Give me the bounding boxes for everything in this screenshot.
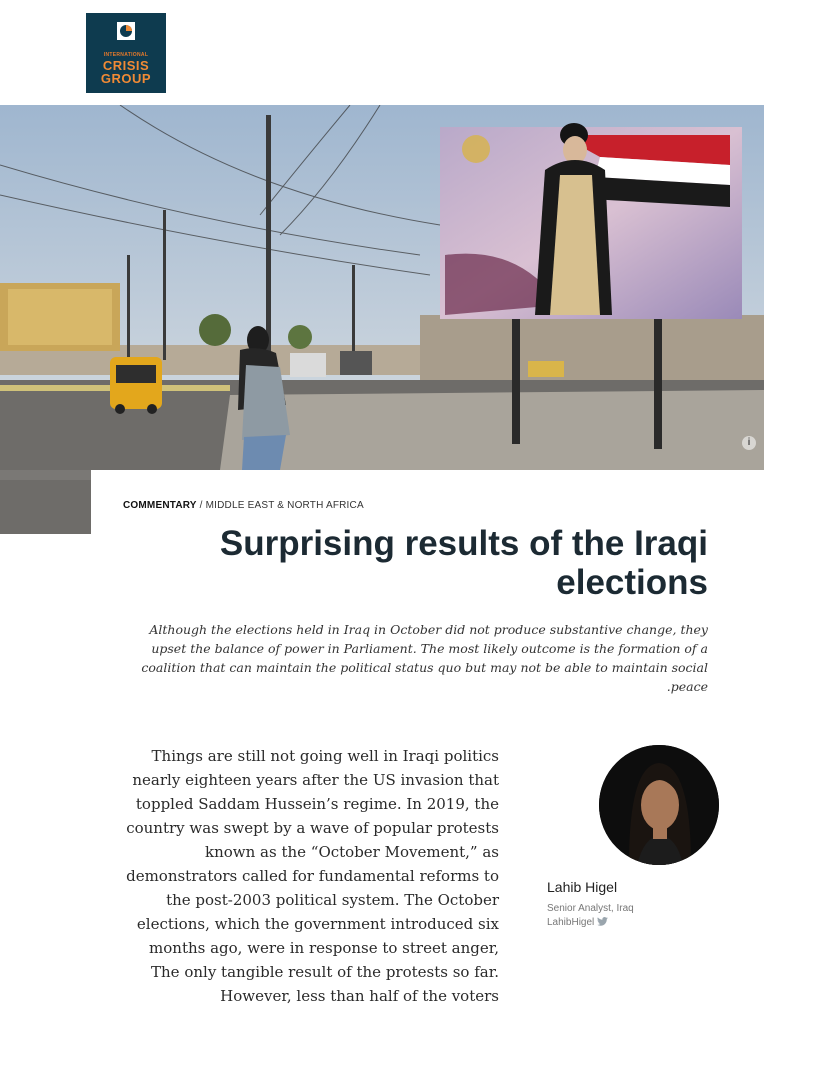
image-info-icon[interactable]: i	[742, 436, 756, 450]
logo-text-crisis: CRISIS	[102, 58, 150, 73]
logo-emblem-icon	[116, 21, 136, 41]
author-role: Senior Analyst, Iraq	[547, 903, 634, 914]
article-summary: Although the elections held in Iraq in October did not produce substantive change, they upset the balance of power in Parliament. The most likely outcome is the formation of a coalition that can maintain the political status quo but may not be able to maintain social peace.	[141, 622, 708, 694]
category-link[interactable]: COMMENTARY	[123, 500, 197, 511]
hero-image-road-extension	[0, 470, 91, 534]
twitter-icon	[597, 917, 608, 926]
crisis-group-logo[interactable]	[86, 13, 166, 93]
logo-text-international: INTERNATIONAL	[103, 52, 149, 58]
author-twitter-link[interactable]	[547, 917, 608, 928]
logo-text-group: GROUP	[100, 71, 152, 86]
author-handle-text: LahibHigel	[547, 917, 595, 928]
region-link[interactable]: MIDDLE EAST & NORTH AFRICA	[205, 500, 364, 511]
author-avatar[interactable]	[599, 745, 719, 865]
author-name[interactable]: Lahib Higel	[547, 879, 618, 895]
article-kicker	[123, 500, 364, 511]
article-title: Surprising results of the Iraqi elections	[219, 524, 708, 602]
article-body: Things are still not going well in Iraqi politics nearly eighteen years after the US invasion that toppled Saddam Hussein’s regime. In 2019, the country was swept by a wave of popular protests known as the “October Movement,” as demonstrators called for fundamental reforms to the post-2003 political system. The October elections, which the government introduced six months ago, were in response to street anger, The only tangible result of the protests so far. However, less than half of the voters	[126, 747, 499, 1005]
kicker-separator: /	[199, 500, 203, 511]
hero-image	[0, 105, 764, 470]
